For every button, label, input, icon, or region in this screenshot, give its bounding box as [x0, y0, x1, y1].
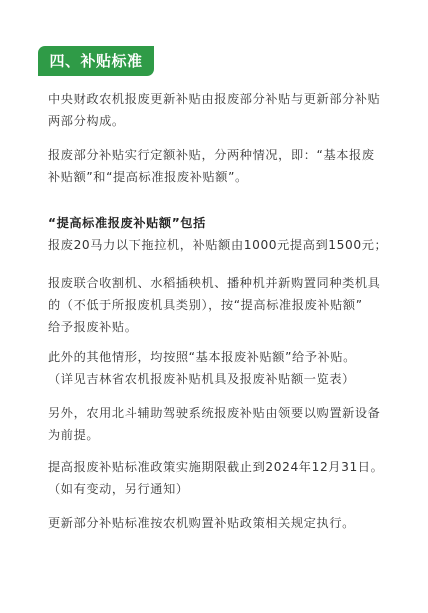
text-line: 报废20马力以下拖拉机，补贴额由1000元提高到1500元；	[48, 238, 388, 252]
text-line: 此外的其他情形，均按照“基本报废补贴额”给予补贴。	[48, 350, 356, 364]
section-title: 四、补贴标准	[49, 52, 143, 70]
paragraph-deadline	[48, 456, 398, 500]
text-line: 更新部分补贴标准按农机购置补贴政策相关规定执行。	[48, 516, 355, 530]
text-line: 报废部分补贴实行定额补贴，分两种情况，即：“基本报废	[48, 148, 375, 162]
text-line: 给予报废补贴。	[48, 320, 138, 334]
text-line: 另外，农用北斗辅助驾驶系统报废补贴由领要以购置新设备	[48, 406, 381, 420]
text-line: 两部分构成。	[48, 114, 125, 128]
paragraph-composition	[48, 88, 398, 132]
paragraph-raised-standard	[48, 212, 398, 256]
paragraph-update-subsidy	[48, 512, 398, 534]
text-line: 补贴额”和“提高标准报废补贴额”。	[48, 170, 248, 184]
text-line: 为前提。	[48, 428, 100, 442]
section-header	[38, 46, 154, 76]
text-line: 提高报废补贴标准政策实施期限截止到2024年12月31日。	[48, 460, 384, 474]
text-line: （如有变动，另行通知）	[48, 482, 189, 496]
text-line: 报废联合收割机、水稻插秧机、播种机并新购置同种类机具	[48, 276, 381, 290]
text-line: 中央财政农机报废更新补贴由报废部分补贴与更新部分补贴	[48, 92, 381, 106]
paragraph-scrap-subsidy	[48, 144, 398, 188]
paragraph-harvester	[48, 272, 398, 338]
paragraph-beidou	[48, 402, 398, 446]
text-line: 的（不低于所报废机具类别），按“提高标准报废补贴额”	[48, 298, 363, 312]
text-line: （详见吉林省农机报废补贴机具及报废补贴额一览表）	[48, 372, 355, 386]
paragraph-other-cases	[48, 346, 398, 390]
paragraph-heading: “提高标准报废补贴额”包括	[48, 216, 206, 230]
